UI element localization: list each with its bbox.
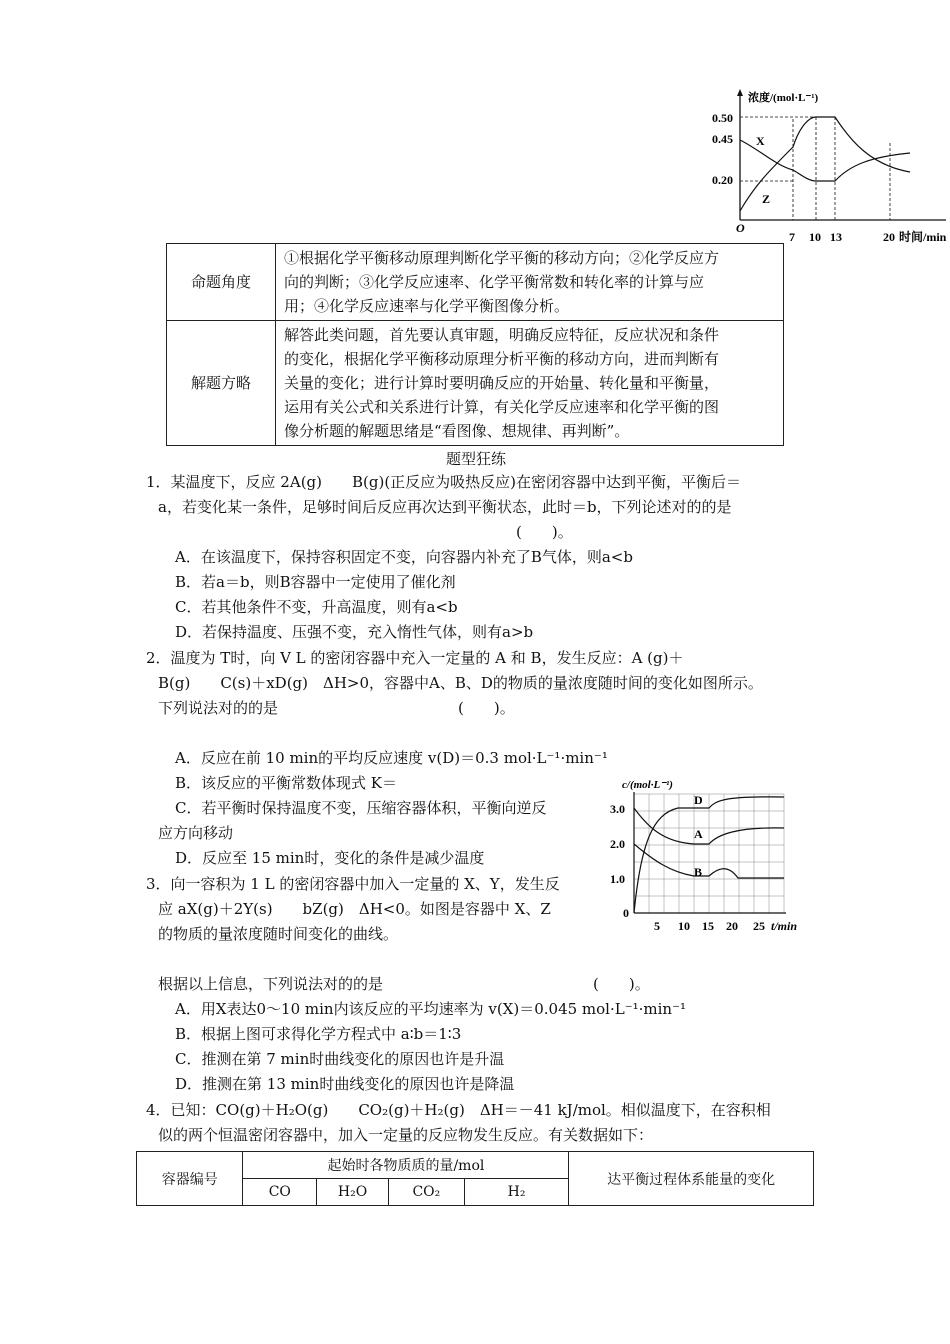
- q1-stem-2: a，若变化某一条件，足够时间后反应再次达到平衡状态，此时＝b，下列论述对的的是: [158, 498, 732, 516]
- header-co: CO: [243, 1179, 317, 1206]
- q1-stem-1: 1．某温度下，反应 2A(g) B(g)(正反应为吸热反应)在密闭容器中达到平衡，平衡后＝: [146, 473, 742, 491]
- text-line: 向的判断；③化学反应速率、化学平衡常数和转化率的计算与应: [284, 273, 705, 291]
- q2-stem-3: 下列说法对的的是 ( )。: [158, 699, 515, 717]
- data-table: [136, 1151, 814, 1206]
- q3-stem-3: 的物质的量浓度随时间变化的曲线。: [158, 925, 399, 943]
- header-container-id: 容器编号: [137, 1152, 243, 1206]
- xtick-7: 7: [789, 230, 795, 244]
- header-initial-amounts: 起始时各物质质的量/mol: [243, 1152, 569, 1179]
- text-line: 解答此类问题，首先要认真审题，明确反应特征，反应状况和条件: [284, 326, 720, 344]
- q3-stem-2: 应 aX(g)＋2Y(s) bZ(g) ΔH<0。如图是容器中 X、Z: [158, 900, 551, 918]
- q1-stem-3: ( )。: [516, 523, 573, 541]
- q4-stem-2: 似的两个恒温密闭容器中，加入一定量的反应物发生反应。有关数据如下：: [158, 1126, 654, 1144]
- table-row: [167, 244, 784, 321]
- q3-option-c: C．推测在第 7 min时曲线变化的原因也许是升温: [175, 1050, 505, 1068]
- section-title: 题型狂练: [446, 450, 507, 468]
- tick-045: 0.45: [712, 132, 733, 146]
- q2-option-c-2: 应方向移动: [158, 824, 234, 842]
- row-head-angle: 命题角度: [167, 244, 276, 321]
- text-line: 的变化，根据化学平衡移动原理分析平衡的移动方向，进而判断有: [284, 350, 720, 368]
- xtick-13: 13: [830, 230, 842, 244]
- q1-option-d: D．若保持温度、压强不变，充入惰性气体，则有a>b: [175, 623, 534, 641]
- q2-stem-1: 2．温度为 T时，向 V L 的密闭容器中充入一定量的 A 和 B，发生反应：A (g)＋: [146, 649, 684, 667]
- table-row: [167, 321, 784, 446]
- tick-020: 0.20: [712, 173, 733, 187]
- xtick-20: 20: [726, 919, 738, 933]
- text-line: ①根据化学平衡移动原理判断化学平衡的移动方向；②化学反应方: [284, 249, 720, 267]
- tick-1: 1.0: [610, 872, 625, 886]
- xtick-10: 10: [809, 230, 821, 244]
- xtick-20: 20: [883, 230, 895, 244]
- text-line: 运用有关公式和关系进行计算，有关化学反应速率和化学平衡的图: [284, 398, 720, 416]
- y-axis-label: 浓度/(mol·L⁻¹): [748, 92, 819, 104]
- tick-2: 2.0: [610, 837, 625, 851]
- text-line: 用；④化学反应速率与化学平衡图像分析。: [284, 297, 570, 315]
- x-axis-label: t/min: [771, 919, 798, 933]
- row-head-strategy: 解题方略: [167, 321, 276, 446]
- q3-option-d: D．推测在第 13 min时曲线变化的原因也许是降温: [175, 1075, 515, 1093]
- q1-option-c: C．若其他条件不变，升高温度，则有a<b: [175, 598, 458, 616]
- xtick-5: 5: [654, 919, 660, 933]
- tick-0: 0: [623, 906, 629, 920]
- label-x: X: [756, 134, 765, 148]
- header-co2: CO₂: [388, 1179, 464, 1206]
- x-axis-label: 时间/min: [899, 230, 947, 244]
- graph-concentration-xz: [700, 85, 950, 245]
- q4-stem-1: 4．已知：CO(g)＋H₂O(g) CO₂(g)＋H₂(g) ΔH＝－41 kJ/mol。相似温度下，在容积相: [146, 1101, 771, 1119]
- xtick-15: 15: [702, 919, 714, 933]
- row-content-strategy: [276, 321, 784, 446]
- label-a: A: [694, 827, 703, 841]
- tick-050: 0.50: [712, 111, 733, 125]
- text-line: 关量的变化；进行计算时要明确反应的开始量、转化量和平衡量，: [284, 374, 720, 392]
- q3-stem-4: 根据以上信息，下列说法对的的是 ( )。: [158, 975, 650, 993]
- row-content-angle: [276, 244, 784, 321]
- xtick-10: 10: [678, 919, 690, 933]
- q2-option-d: D．反应至 15 min时，变化的条件是减少温度: [175, 849, 485, 867]
- table-row: [137, 1152, 814, 1179]
- header-h2o: H₂O: [317, 1179, 389, 1206]
- graph-concentration-abd: [608, 772, 808, 934]
- label-z: Z: [762, 192, 771, 206]
- header-h2: H₂: [464, 1179, 569, 1206]
- q3-option-a: A．用X表达0～10 min内该反应的平均速率为 v(X)＝0.045 mol·L⁻¹·min⁻¹: [175, 1000, 687, 1018]
- q3-option-b: B．根据上图可求得化学方程式中 a∶b＝1∶3: [175, 1025, 462, 1043]
- q2-stem-2: B(g) C(s)＋xD(g) ΔH>0，容器中A、B、D的物质的量浓度随时间的变化如图所示。: [158, 674, 763, 692]
- xtick-25: 25: [753, 919, 765, 933]
- q2-option-a: A．反应在前 10 min的平均反应速度 v(D)＝0.3 mol·L⁻¹·min⁻¹: [175, 749, 608, 767]
- q3-stem-1: 3．向一容积为 1 L 的密闭容器中加入一定量的 X、Y，发生反: [146, 875, 560, 893]
- label-b: B: [694, 865, 703, 879]
- q2-option-b: B．该反应的平衡常数体现式 K＝: [175, 774, 397, 792]
- y-axis-label: c/(mol·L⁻¹): [622, 779, 673, 791]
- tick-3: 3.0: [610, 802, 625, 816]
- q1-option-a: A．在该温度下，保持容积固定不变，向容器内补充了B气体，则a<b: [175, 548, 633, 566]
- text-line: 像分析题的解题思绪是“看图像、想规律、再判断”。: [284, 422, 630, 440]
- label-d: D: [694, 793, 703, 807]
- q2-option-c-1: C．若平衡时保持温度不变，压缩容器体积，平衡向逆反: [175, 799, 547, 817]
- q1-option-b: B．若a＝b，则B容器中一定使用了催化剂: [175, 573, 456, 591]
- header-energy-change: 达平衡过程体系能量的变化: [569, 1152, 814, 1206]
- strategy-table: [166, 243, 784, 446]
- origin-label: O: [736, 221, 745, 235]
